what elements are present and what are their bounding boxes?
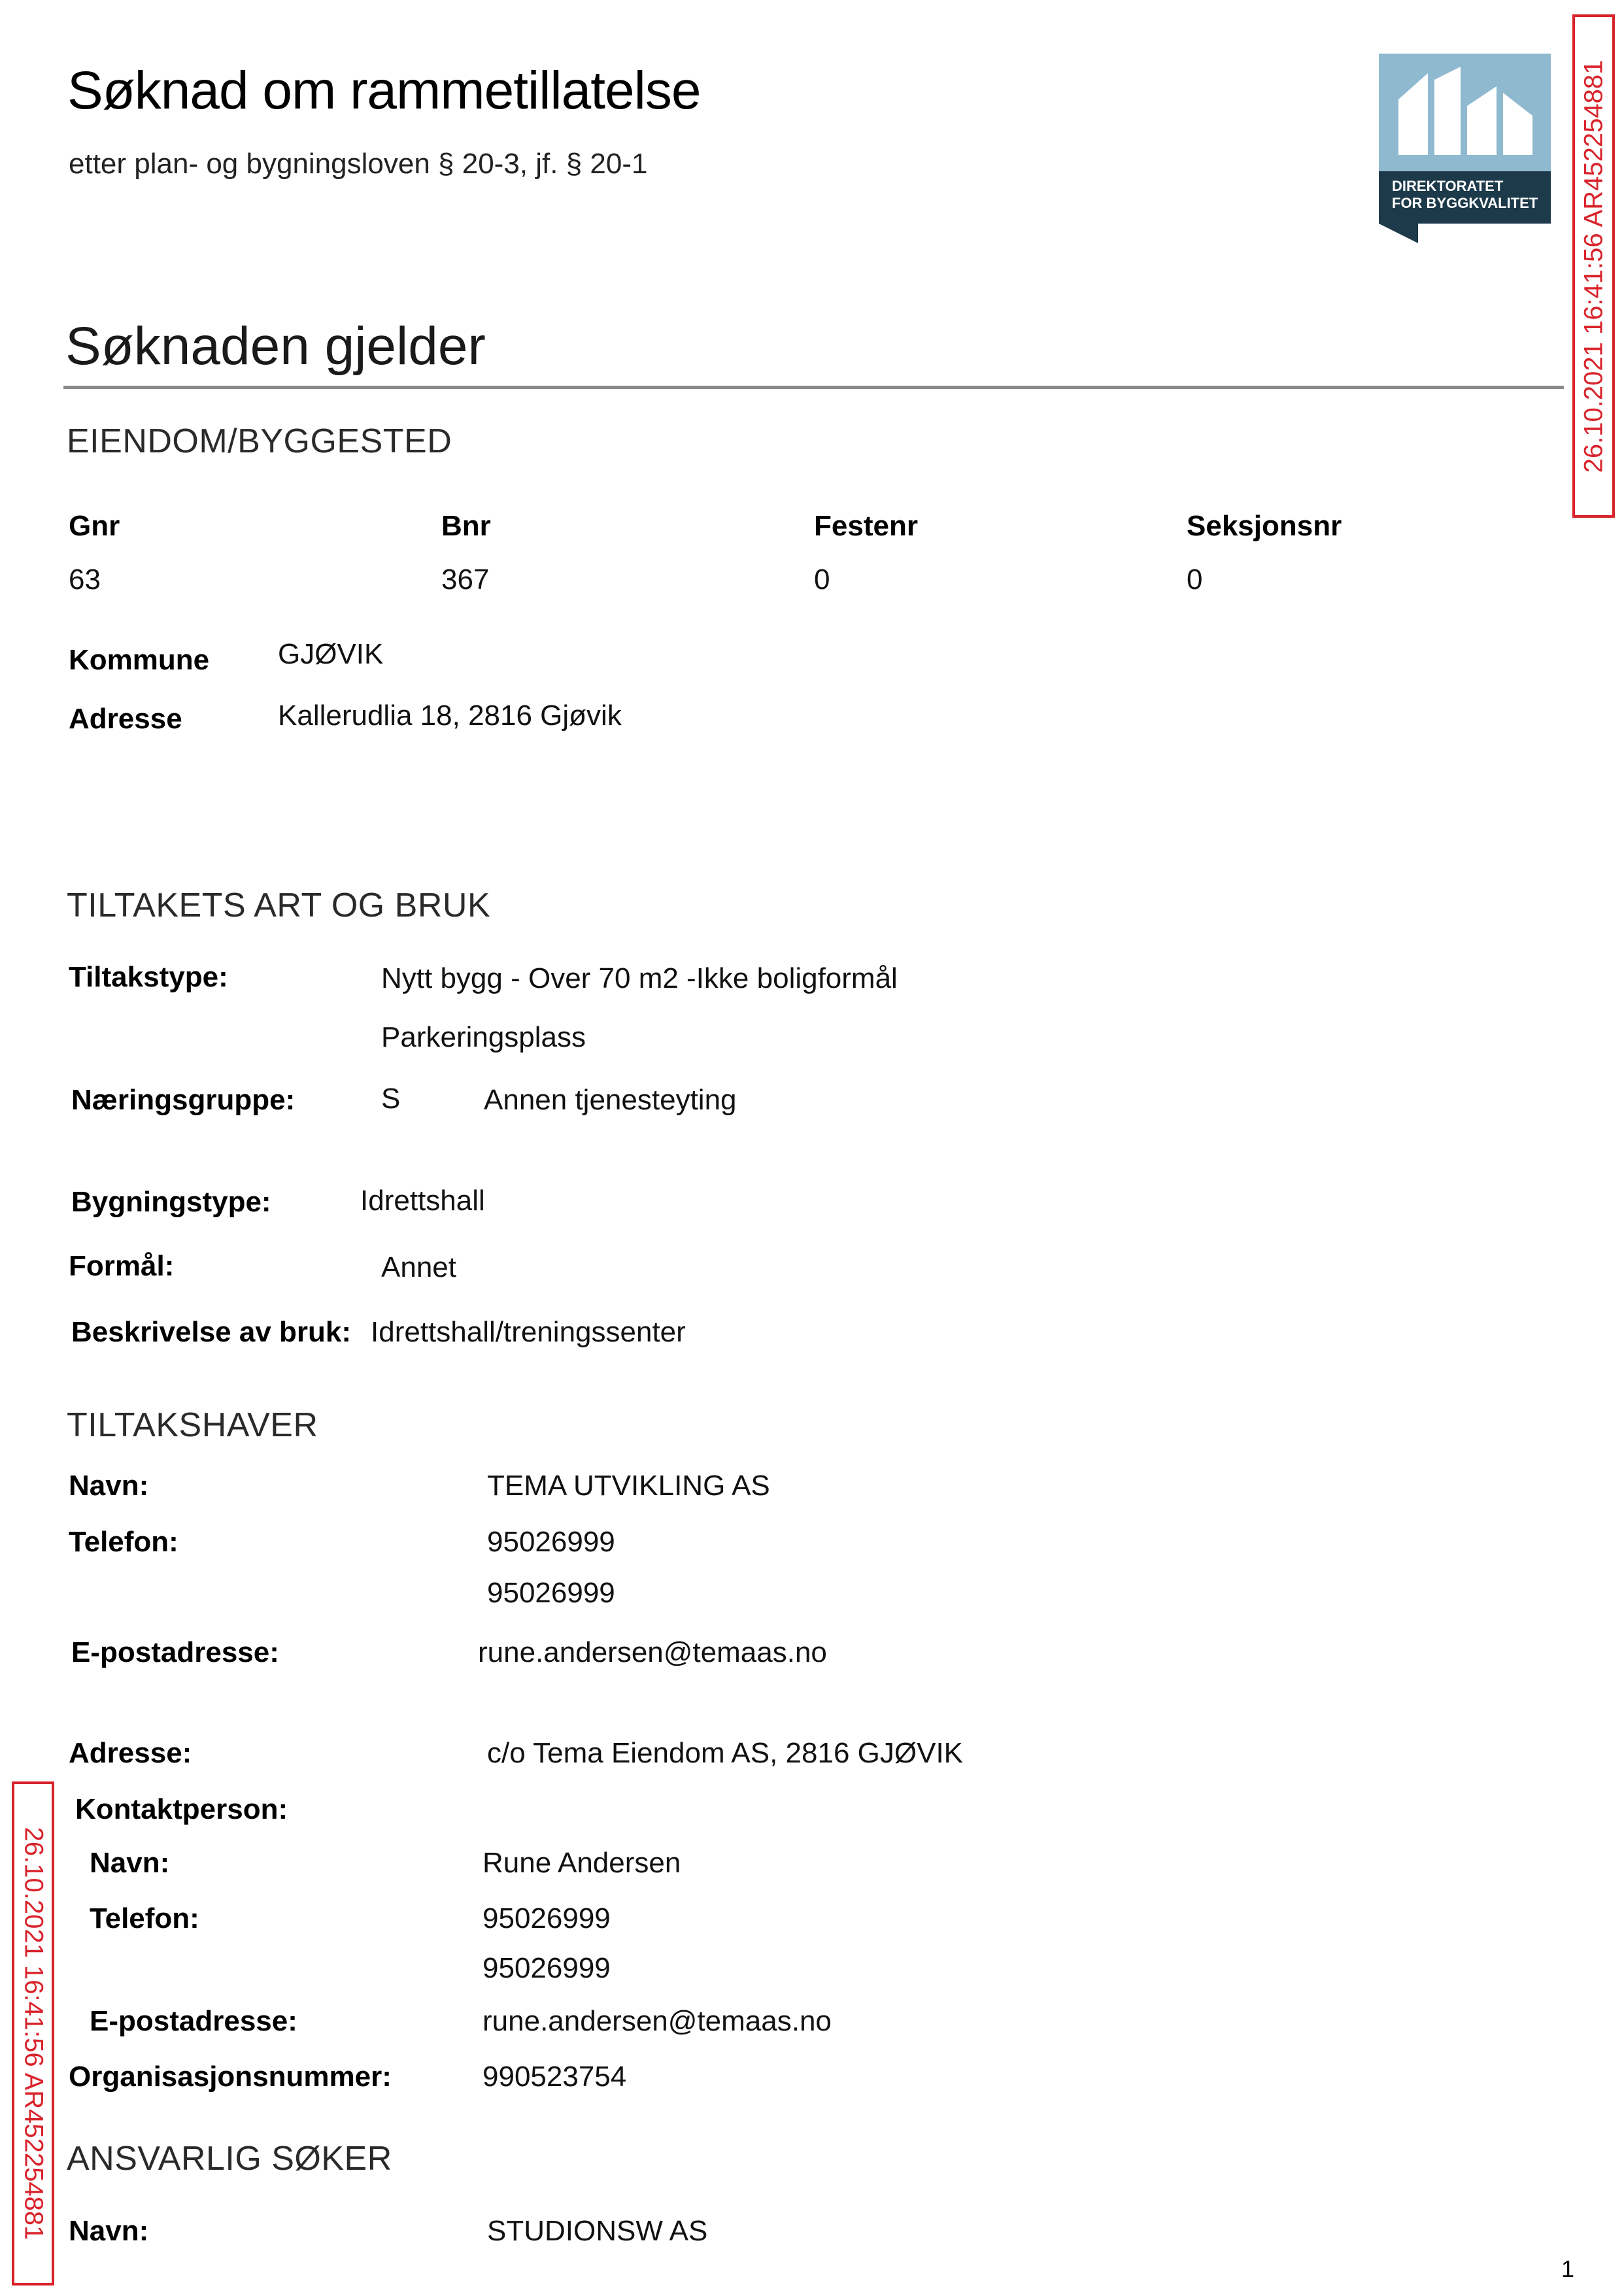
formal-label: Formål: <box>69 1250 175 1282</box>
document-title: Søknad om rammetillatelse <box>67 61 701 120</box>
beskrivelse-label: Beskrivelse av bruk: <box>71 1316 352 1348</box>
tiltakshaver-epost-value: rune.andersen@temaas.no <box>478 1636 827 1668</box>
tiltakshaver-telefon-value-1: 95026999 <box>487 1526 615 1558</box>
ansvarlig-navn-value: STUDIONSW AS <box>487 2215 708 2247</box>
page-number: 1 <box>1561 2255 1575 2282</box>
dibk-logo <box>1379 54 1551 243</box>
archive-stamp-bottom-text: 26.10.2021 16:41:56 AR452254881 <box>19 1827 48 2240</box>
archive-stamp-bottom <box>12 1781 54 2286</box>
kontakt-telefon-value-2: 95026999 <box>482 1952 611 1984</box>
logo-text-line2: FOR BYGGKVALITET <box>1392 195 1538 211</box>
archive-stamp-top-text: 26.10.2021 16:41:56 AR452254881 <box>1579 59 1608 473</box>
tiltakshaver-adresse-value: c/o Tema Eiendom AS, 2816 GJØVIK <box>487 1737 964 1769</box>
tiltakstype-value-1: Nytt bygg - Over 70 m2 -Ikke boligformål <box>381 962 898 994</box>
tiltakshaver-navn-label: Navn: <box>69 1470 149 1502</box>
tiltakstype-label: Tiltakstype: <box>69 961 228 993</box>
tiltakstype-value-2: Parkeringsplass <box>381 1021 586 1053</box>
seksjonsnr-value: 0 <box>1187 564 1203 596</box>
ansvarlig-navn-label: Navn: <box>69 2215 149 2247</box>
tiltakshaver-telefon-value-2: 95026999 <box>487 1577 615 1609</box>
festenr-label: Festenr <box>814 510 918 542</box>
naeringsgruppe-code: S <box>381 1083 401 1115</box>
document-subtitle: etter plan- og bygningsloven § 20-3, jf. § 20-1 <box>69 148 648 180</box>
logo-text-line1: DIREKTORATET <box>1392 178 1504 194</box>
gnr-label: Gnr <box>69 510 120 542</box>
beskrivelse-value: Idrettshall/treningssenter <box>371 1316 686 1348</box>
archive-stamp-top <box>1572 14 1615 518</box>
adresse-value: Kallerudlia 18, 2816 Gjøvik <box>278 700 622 732</box>
bygningstype-label: Bygningstype: <box>71 1186 271 1218</box>
kontaktperson-label: Kontaktperson: <box>75 1793 288 1825</box>
kontakt-navn-label: Navn: <box>90 1847 170 1879</box>
formal-value: Annet <box>381 1251 456 1283</box>
tiltakshaver-adresse-label: Adresse: <box>69 1737 192 1769</box>
kontakt-telefon-label: Telefon: <box>90 1902 199 1934</box>
kontakt-navn-value: Rune Andersen <box>482 1847 681 1879</box>
kommune-value: GJØVIK <box>278 638 384 670</box>
tiltakshaver-telefon-label: Telefon: <box>69 1526 178 1558</box>
bnr-label: Bnr <box>441 510 491 542</box>
logo-text <box>1392 178 1538 212</box>
seksjonsnr-label: Seksjonsnr <box>1187 510 1342 542</box>
festenr-value: 0 <box>814 564 830 596</box>
kommune-label: Kommune <box>69 644 210 676</box>
tiltakshaver-navn-value: TEMA UTVIKLING AS <box>487 1470 770 1502</box>
tiltakshaver-epost-label: E-postadresse: <box>71 1636 279 1668</box>
naeringsgruppe-label: Næringsgruppe: <box>71 1084 296 1116</box>
naeringsgruppe-value: Annen tjenesteyting <box>484 1084 737 1116</box>
eiendom-heading: EIENDOM/BYGGESTED <box>67 422 452 460</box>
section-divider <box>63 386 1564 389</box>
tiltakshaver-heading: TILTAKSHAVER <box>67 1406 318 1444</box>
bygningstype-value: Idrettshall <box>360 1185 485 1217</box>
kontakt-telefon-value-1: 95026999 <box>482 1902 611 1934</box>
kontakt-epost-label: E-postadresse: <box>90 2005 297 2037</box>
section-title: Søknaden gjelder <box>65 316 486 376</box>
adresse-label: Adresse <box>69 703 182 735</box>
gnr-value: 63 <box>69 564 101 596</box>
orgnr-value: 990523754 <box>482 2061 627 2093</box>
ansvarlig-heading: ANSVARLIG SØKER <box>67 2140 392 2178</box>
logo-graphic <box>1379 54 1551 243</box>
kontakt-epost-value: rune.andersen@temaas.no <box>482 2005 832 2037</box>
tiltak-heading: TILTAKETS ART OG BRUK <box>67 886 491 924</box>
orgnr-label: Organisasjonsnummer: <box>69 2061 392 2093</box>
bnr-value: 367 <box>441 564 490 596</box>
